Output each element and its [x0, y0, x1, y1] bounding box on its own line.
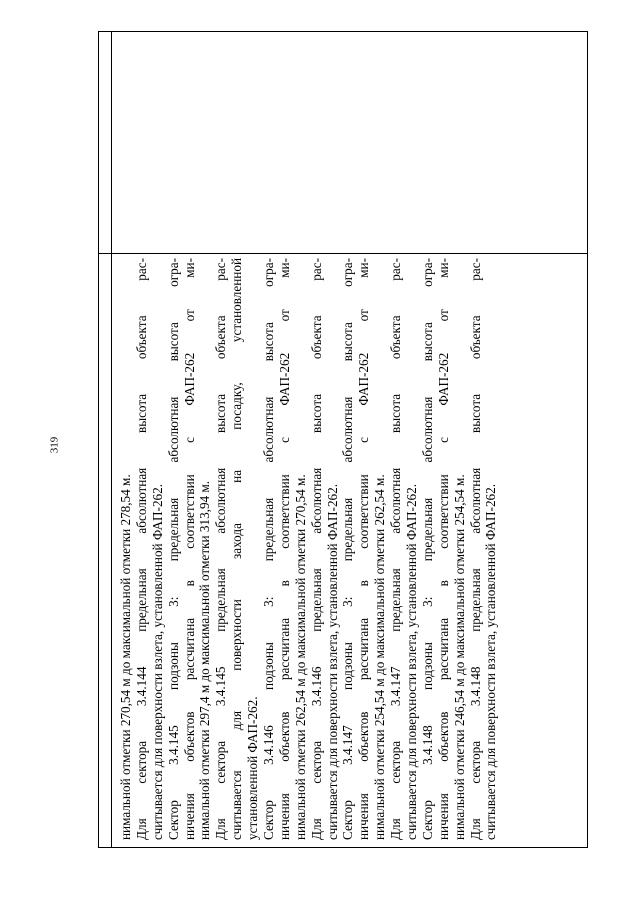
- text-line: нимальной отметки 297,4 м до максимальной отметки 313,94 м.: [197, 480, 213, 840]
- text-line: считывается для поверхности взлета, установленной ФАП-262.: [404, 483, 420, 840]
- text-line: нимальной отметки 246,54 м до максимальной отметки 254,54 м.: [451, 474, 467, 840]
- page-number: [44, 430, 64, 460]
- text-line: ничения объектов рассчитана в соответствии с ФАП-262 от ми-: [181, 258, 197, 840]
- text-line: нимальной отметки 270,54 м до максимальной отметки 278,54 м.: [118, 474, 133, 840]
- page-number-text: 319: [48, 436, 60, 454]
- text-line: Для сектора 3.4.144 предельная абсолютная высота объекта рас-: [133, 258, 149, 840]
- text-line: считывается для поверхности взлета, установленной ФАП-262.: [149, 483, 165, 840]
- text-line: считывается для поверхности взлета, установленной ФАП-262.: [324, 483, 340, 840]
- text-line: ничения объектов рассчитана в соответствии с ФАП-262 от ми-: [356, 258, 372, 840]
- text-line: установленной ФАП-262.: [245, 696, 261, 840]
- text-line: нимальной отметки 254,54 м до максимальной отметки 262,54 м.: [372, 474, 388, 840]
- text-line: нимальной отметки 262,54 м до максимальной отметки 270,54 м.: [292, 474, 308, 840]
- text-line: Для сектора 3.4.147 предельная абсолютная высота объекта рас-: [388, 258, 404, 840]
- text-line: считывается для поверхности захода на посадку, установленной: [229, 258, 245, 840]
- text-line: Для сектора 3.4.145 предельная абсолютная высота объекта рас-: [213, 258, 229, 840]
- text-line: считывается для поверхности взлета, установленной ФАП-262.: [483, 483, 499, 840]
- text-line: Для сектора 3.4.148 предельная абсолютная высота объекта рас-: [467, 258, 483, 840]
- text-line: ничения объектов рассчитана в соответствии с ФАП-262 от ми-: [435, 258, 451, 840]
- text-line: Сектор 3.4.147 подзоны 3: предельная абсолютная высота огра-: [340, 258, 356, 840]
- text-line: Сектор 3.4.146 подзоны 3: предельная абсолютная высота огра-: [261, 258, 277, 840]
- text-line: Сектор 3.4.145 подзоны 3: предельная абсолютная высота огра-: [165, 258, 181, 840]
- text-line: Для сектора 3.4.146 предельная абсолютная высота объекта рас-: [308, 258, 324, 840]
- text-line: Сектор 3.4.148 подзоны 3: предельная абсолютная высота огра-: [419, 258, 435, 840]
- document-table: [98, 31, 588, 848]
- text-cell: [112, 254, 575, 848]
- rotated-text-block: [112, 254, 575, 848]
- text-line: ничения объектов рассчитана в соответствии с ФАП-262 от ми-: [276, 258, 292, 840]
